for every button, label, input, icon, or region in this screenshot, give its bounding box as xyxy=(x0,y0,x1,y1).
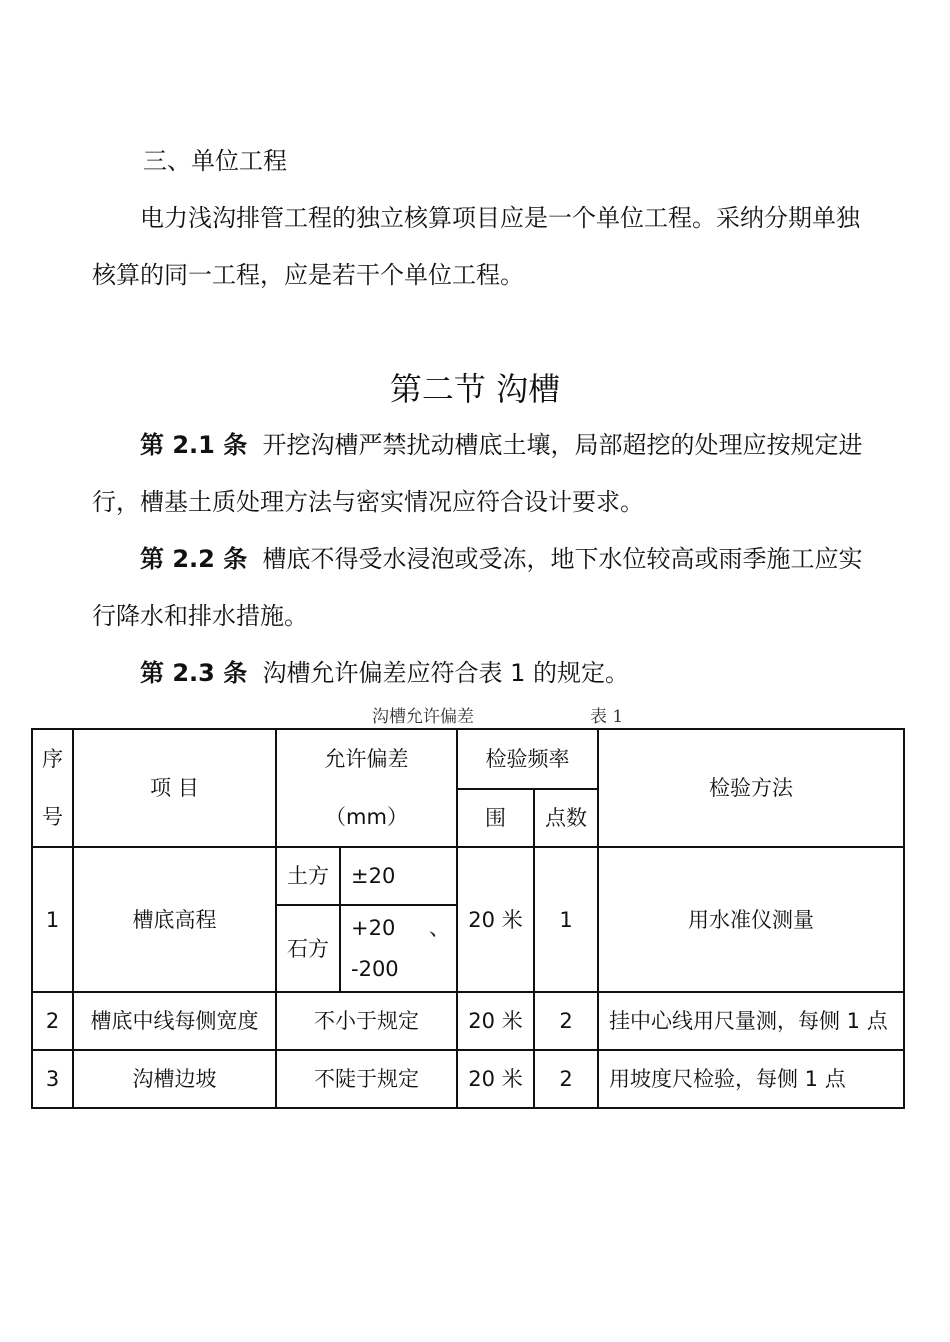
table-caption-title: 沟槽允许偏差 xyxy=(372,707,474,727)
table-header-row xyxy=(32,729,904,789)
clause-text: 沟槽允许偏差应符合表 1 的规定。 xyxy=(262,659,630,687)
header-points: 点数 xyxy=(534,789,598,848)
table-row xyxy=(32,992,904,1050)
cell-subtype: 石方 xyxy=(276,905,340,992)
cell-range: 20 米 xyxy=(457,847,534,992)
cell-subvalue: ±20 xyxy=(340,847,457,905)
cell-method: 用水准仪测量 xyxy=(598,847,904,992)
section3-heading: 三、单位工程 xyxy=(143,147,287,175)
cell-subtype: 土方 xyxy=(276,847,340,905)
clause-label: 第 2.2 条 xyxy=(140,545,248,573)
table-caption xyxy=(0,700,950,726)
header-seq-bottom: 号 xyxy=(42,805,63,829)
clause-2-2 xyxy=(92,531,864,645)
cell-seq: 3 xyxy=(32,1050,73,1108)
header-tolerance-label: 允许偏差 xyxy=(324,747,409,771)
cell-item: 槽底高程 xyxy=(73,847,276,992)
header-item: 项 目 xyxy=(73,729,276,847)
cell-tolerance: 不小于规定 xyxy=(276,992,457,1050)
header-seq-top: 序 xyxy=(42,747,63,771)
cell-tolerance: 不陡于规定 xyxy=(276,1050,457,1108)
clause-text: 开挖沟槽严禁扰动槽底土壤，局部超挖的处理应按规定进行，槽基土质处理方法与密实情况应符合设计要求。 xyxy=(92,431,863,516)
cell-range: 20 米 xyxy=(457,992,534,1050)
section3-paragraph: 电力浅沟排管工程的独立核算项目应是一个单位工程。采纳分期单独核算的同一工程，应是若干个单位工程。 xyxy=(92,204,860,289)
table-row xyxy=(32,1050,904,1108)
header-method: 检验方法 xyxy=(598,729,904,847)
header-tolerance-unit: （mm） xyxy=(325,805,408,829)
cell-item: 槽底中线每侧宽度 xyxy=(73,992,276,1050)
clause-label: 第 2.1 条 xyxy=(140,431,248,459)
table-caption-number: 表 1 xyxy=(590,707,624,727)
cell-method: 用坡度尺检验，每侧 1 点 xyxy=(598,1050,904,1108)
clause-text: 槽底不得受水浸泡或受冻，地下水位较高或雨季施工应实行降水和排水措施。 xyxy=(92,545,863,630)
clause-2-1 xyxy=(92,417,864,531)
header-seq xyxy=(32,729,73,847)
cell-points: 2 xyxy=(534,1050,598,1108)
cell-points: 2 xyxy=(534,992,598,1050)
clause-label: 第 2.3 条 xyxy=(140,659,248,687)
cell-points: 1 xyxy=(534,847,598,992)
cell-item: 沟槽边坡 xyxy=(73,1050,276,1108)
header-tolerance xyxy=(276,729,457,847)
cell-method: 挂中心线用尺量测，每侧 1 点 xyxy=(598,992,904,1050)
clause-2-3 xyxy=(92,645,864,702)
header-frequency: 检验频率 xyxy=(457,729,598,789)
cell-subvalue: +20 、 -200 xyxy=(340,905,457,992)
cell-seq: 2 xyxy=(32,992,73,1050)
table-row xyxy=(32,847,904,905)
header-range: 围 xyxy=(457,789,534,848)
cell-range: 20 米 xyxy=(457,1050,534,1108)
tolerance-table xyxy=(31,728,905,1109)
cell-seq: 1 xyxy=(32,847,73,992)
section-title: 第二节 沟槽 xyxy=(389,370,561,408)
